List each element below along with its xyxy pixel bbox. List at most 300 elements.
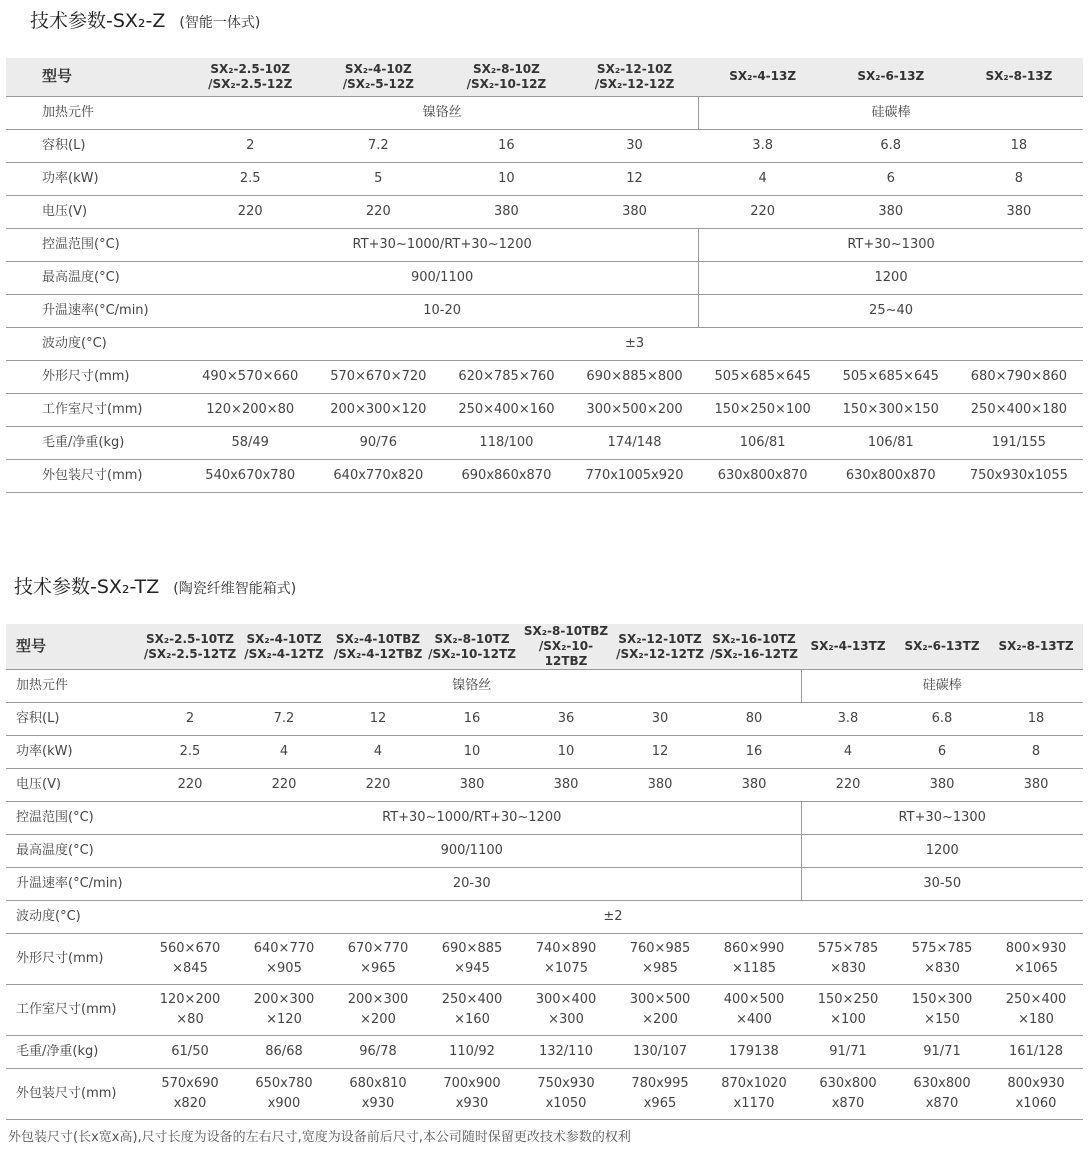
row-label: 升温速率(°C/min) xyxy=(6,868,143,901)
row-value xyxy=(895,1069,989,1120)
model-name xyxy=(442,58,570,96)
row-value: 12 xyxy=(331,703,425,736)
row-value-line-2: x1060 xyxy=(1015,1096,1057,1111)
row-value xyxy=(895,985,989,1036)
model-name-line-2: /SX₂-12-12TZ xyxy=(616,646,704,661)
table-row xyxy=(6,426,1083,459)
row-value: 630x800x870 xyxy=(699,459,827,492)
row-value xyxy=(707,985,801,1036)
model-name-line-1: SX₂-12-10TZ xyxy=(618,631,702,646)
model-name-line-1: SX₂-2.5-10TZ xyxy=(146,631,234,646)
row-value: 91/71 xyxy=(895,1036,989,1069)
row-value xyxy=(425,1069,519,1120)
row-value-line-1: 200×300 xyxy=(253,992,315,1007)
row-value xyxy=(143,985,237,1036)
row-label: 容积(L) xyxy=(6,703,143,736)
spec-table-sx2-tz xyxy=(6,624,1083,1120)
section1-title-text: 技术参数-SX₂-Z xyxy=(30,10,166,32)
row-value: 30 xyxy=(570,129,698,162)
model-name-line-2: /SX₂-16-12TZ xyxy=(710,646,798,661)
row-value xyxy=(613,1069,707,1120)
row-value: 220 xyxy=(314,195,442,228)
model-name-line-1: SX₂-4-13TZ xyxy=(810,639,886,653)
row-value-line-1: 200×300 xyxy=(347,992,409,1007)
row-value xyxy=(895,934,989,985)
table-row xyxy=(6,261,1083,294)
row-value-line-1: 570x690 xyxy=(161,1076,219,1091)
row-value xyxy=(519,1069,613,1120)
row-value-line-1: 120×200 xyxy=(159,992,221,1007)
table-row xyxy=(6,294,1083,327)
row-label: 毛重/净重(kg) xyxy=(6,426,186,459)
row-value-line-1: 700x900 xyxy=(443,1076,501,1091)
row-value-line-1: 650x780 xyxy=(255,1076,313,1091)
row-value-line-2: ×100 xyxy=(830,1012,866,1027)
row-value: 630x800x870 xyxy=(827,459,955,492)
row-value: 16 xyxy=(442,129,570,162)
table-row xyxy=(6,802,1083,835)
row-value: 106/81 xyxy=(827,426,955,459)
row-value-merged-left: 900/1100 xyxy=(143,835,801,868)
row-value-merged-right: 硅碳棒 xyxy=(801,670,1083,703)
row-value: 505×685×645 xyxy=(827,360,955,393)
model-name xyxy=(314,58,442,96)
row-value: 220 xyxy=(331,769,425,802)
model-name xyxy=(519,624,613,670)
row-value: 6.8 xyxy=(827,129,955,162)
row-value: 690x860x870 xyxy=(442,459,570,492)
row-value-line-2: ×1065 xyxy=(1014,961,1058,976)
row-value xyxy=(331,985,425,1036)
row-value: 58/49 xyxy=(186,426,314,459)
row-value-line-2: x930 xyxy=(361,1096,395,1111)
row-value-merged-right: 30-50 xyxy=(801,868,1083,901)
row-label: 波动度(°C) xyxy=(6,327,186,360)
table-row xyxy=(6,162,1083,195)
row-value: 10 xyxy=(425,736,519,769)
row-value: 640x770x820 xyxy=(314,459,442,492)
row-label: 电压(V) xyxy=(6,769,143,802)
row-value-merged-right: RT+30~1300 xyxy=(801,802,1083,835)
row-value-line-1: 630x800 xyxy=(913,1076,971,1091)
row-value-merged-left: RT+30~1000/RT+30~1200 xyxy=(143,802,801,835)
row-value: 220 xyxy=(699,195,827,228)
row-value-merged-right: 1200 xyxy=(699,261,1083,294)
model-name-line-2: /SX₂-4-12TBZ xyxy=(333,646,423,661)
row-value: 8 xyxy=(955,162,1083,195)
row-label: 功率(kW) xyxy=(6,162,186,195)
row-label: 控温范围(°C) xyxy=(6,228,186,261)
row-value-merged-right: 25~40 xyxy=(699,294,1083,327)
row-label: 工作室尺寸(mm) xyxy=(6,393,186,426)
footnote: 外包装尺寸(长x宽x高),尺寸长度为设备的左右尺寸,宽度为设备前后尺寸,本公司随时保留更改技术参数的权利 xyxy=(8,1130,631,1145)
model-name xyxy=(331,624,425,670)
row-value xyxy=(237,985,331,1036)
row-value xyxy=(519,985,613,1036)
row-label: 最高温度(°C) xyxy=(6,835,143,868)
model-name xyxy=(186,58,314,96)
model-name-line-2: /SX₂-2.5-12TZ xyxy=(143,646,237,661)
model-name-line-2: /SX₂-4-12TZ xyxy=(244,646,324,661)
row-value-line-1: 740×890 xyxy=(535,941,597,956)
model-name-line-1: SX₂-8-10TZ xyxy=(434,631,510,646)
row-value-line-2: ×1185 xyxy=(732,961,776,976)
model-name xyxy=(613,624,707,670)
row-value: 16 xyxy=(425,703,519,736)
row-value: 2.5 xyxy=(143,736,237,769)
row-value: 770x1005x920 xyxy=(570,459,698,492)
row-value xyxy=(707,1069,801,1120)
row-value: 220 xyxy=(237,769,331,802)
row-value-merged-right: 硅碳棒 xyxy=(699,96,1083,129)
row-value: 16 xyxy=(707,736,801,769)
row-value xyxy=(331,1069,425,1120)
row-value-line-2: x930 xyxy=(455,1096,489,1111)
row-value: 80 xyxy=(707,703,801,736)
row-value-line-1: 250×400 xyxy=(1005,992,1067,1007)
row-value: 106/81 xyxy=(699,426,827,459)
row-value-line-1: 560×670 xyxy=(159,941,221,956)
row-value: 132/110 xyxy=(519,1036,613,1069)
model-name-line-1: SX₂-8-10TBZ xyxy=(523,624,609,638)
row-value: 120×200×80 xyxy=(186,393,314,426)
model-name-line-1: SX₂-4-13Z xyxy=(729,69,797,84)
row-value: 130/107 xyxy=(613,1036,707,1069)
row-value-line-2: x870 xyxy=(925,1096,959,1111)
row-value: 750x930x1055 xyxy=(955,459,1083,492)
row-value xyxy=(519,934,613,985)
row-value: 2.5 xyxy=(186,162,314,195)
row-label: 加热元件 xyxy=(6,670,143,703)
model-name-line-1: SX₂-6-13Z xyxy=(857,69,925,84)
row-value: 250×400×160 xyxy=(442,393,570,426)
row-value-line-1: 800x930 xyxy=(1007,1076,1065,1091)
row-value: 6.8 xyxy=(895,703,989,736)
row-value xyxy=(613,934,707,985)
row-value: 150×250×100 xyxy=(699,393,827,426)
model-name-line-2: /SX₂-5-12Z xyxy=(342,76,414,91)
row-value-line-2: ×200 xyxy=(642,1012,678,1027)
row-value-line-2: ×945 xyxy=(454,961,490,976)
row-value-merged: ±3 xyxy=(186,327,1083,360)
row-label: 加热元件 xyxy=(6,96,186,129)
row-value-line-2: ×200 xyxy=(360,1012,396,1027)
row-value: 12 xyxy=(570,162,698,195)
section2-subtitle: (陶瓷纤维智能箱式) xyxy=(173,581,297,597)
row-value: 18 xyxy=(955,129,1083,162)
model-name xyxy=(989,624,1083,670)
table-header-row xyxy=(6,58,1083,96)
row-value-line-1: 300×500 xyxy=(629,992,691,1007)
section2-title-text: 技术参数-SX₂-TZ xyxy=(14,576,160,598)
table-row xyxy=(6,459,1083,492)
row-value: 7.2 xyxy=(314,129,442,162)
row-value: 10 xyxy=(442,162,570,195)
row-value: 12 xyxy=(613,736,707,769)
row-value: 7.2 xyxy=(237,703,331,736)
row-value xyxy=(425,985,519,1036)
row-value: 220 xyxy=(801,769,895,802)
row-value: 380 xyxy=(519,769,613,802)
row-value-line-1: 760×985 xyxy=(629,941,691,956)
row-value: 2 xyxy=(143,703,237,736)
section1-title xyxy=(30,6,260,33)
row-value xyxy=(425,934,519,985)
row-value xyxy=(331,934,425,985)
row-label: 毛重/净重(kg) xyxy=(6,1036,143,1069)
row-value-merged-left: 镍铬丝 xyxy=(143,670,801,703)
row-value: 10 xyxy=(519,736,613,769)
row-value xyxy=(801,1069,895,1120)
row-value: 30 xyxy=(613,703,707,736)
row-value-line-2: x900 xyxy=(267,1096,301,1111)
row-value-line-1: 670×770 xyxy=(347,941,409,956)
row-value-line-1: 150×250 xyxy=(817,992,879,1007)
row-label: 功率(kW) xyxy=(6,736,143,769)
row-value: 680×790×860 xyxy=(955,360,1083,393)
row-value-line-1: 870x1020 xyxy=(721,1076,787,1091)
row-value-line-2: ×905 xyxy=(266,961,302,976)
row-label: 外包装尺寸(mm) xyxy=(6,459,186,492)
row-label: 外形尺寸(mm) xyxy=(6,360,186,393)
row-label: 外形尺寸(mm) xyxy=(6,934,143,985)
row-value-line-2: ×985 xyxy=(642,961,678,976)
row-value: 110/92 xyxy=(425,1036,519,1069)
row-value-line-2: ×180 xyxy=(1018,1012,1054,1027)
row-value-line-1: 750x930 xyxy=(537,1076,595,1091)
row-label: 波动度(°C) xyxy=(6,901,143,934)
row-value: 6 xyxy=(895,736,989,769)
table-row xyxy=(6,1036,1083,1069)
row-value: 4 xyxy=(801,736,895,769)
row-value-line-1: 575×785 xyxy=(817,941,879,956)
row-value-merged-right: 1200 xyxy=(801,835,1083,868)
table-row xyxy=(6,703,1083,736)
row-value-line-2: ×965 xyxy=(360,961,396,976)
row-value: 380 xyxy=(613,769,707,802)
row-value: 4 xyxy=(331,736,425,769)
row-value-line-1: 680x810 xyxy=(349,1076,407,1091)
row-value: 505×685×645 xyxy=(699,360,827,393)
row-value: 36 xyxy=(519,703,613,736)
row-value: 90/76 xyxy=(314,426,442,459)
model-label: 型号 xyxy=(6,624,143,670)
row-value-merged-left: 20-30 xyxy=(143,868,801,901)
model-name-line-1: SX₂-8-13TZ xyxy=(998,639,1074,653)
model-name xyxy=(827,58,955,96)
row-value: 380 xyxy=(827,195,955,228)
row-value-line-1: 575×785 xyxy=(911,941,973,956)
model-name-line-2: /SX₂-10-12Z xyxy=(466,76,547,91)
table-row xyxy=(6,195,1083,228)
row-value xyxy=(801,985,895,1036)
row-value-line-1: 780x995 xyxy=(631,1076,689,1091)
row-value-line-2: x1170 xyxy=(733,1096,775,1111)
table-row xyxy=(6,868,1083,901)
row-value-merged-left: 900/1100 xyxy=(186,261,698,294)
model-name-line-2: /SX₂-2.5-12Z xyxy=(208,76,293,91)
row-label: 电压(V) xyxy=(6,195,186,228)
row-value xyxy=(801,934,895,985)
row-value: 61/50 xyxy=(143,1036,237,1069)
row-value-line-1: 150×300 xyxy=(911,992,973,1007)
row-value-line-2: x820 xyxy=(173,1096,207,1111)
row-value-line-2: ×160 xyxy=(454,1012,490,1027)
row-value xyxy=(613,985,707,1036)
model-label: 型号 xyxy=(6,58,186,96)
model-name-line-1: SX₂-2.5-10Z xyxy=(210,61,291,76)
row-value-line-1: 300×400 xyxy=(535,992,597,1007)
table-row xyxy=(6,1069,1083,1120)
model-name-line-1: SX₂-4-10Z xyxy=(344,61,412,76)
model-name xyxy=(955,58,1083,96)
model-name-line-1: SX₂-6-13TZ xyxy=(904,639,980,653)
row-value: 96/78 xyxy=(331,1036,425,1069)
section1-subtitle: (智能一体式) xyxy=(179,15,261,31)
table-row xyxy=(6,327,1083,360)
row-value-line-2: ×830 xyxy=(924,961,960,976)
row-value-merged-left: RT+30~1000/RT+30~1200 xyxy=(186,228,698,261)
table-header-row xyxy=(6,624,1083,670)
row-value: 540x670x780 xyxy=(186,459,314,492)
row-value: 380 xyxy=(955,195,1083,228)
row-value: 86/68 xyxy=(237,1036,331,1069)
row-value-line-2: x965 xyxy=(643,1096,677,1111)
row-value xyxy=(237,934,331,985)
table-row xyxy=(6,129,1083,162)
table-row xyxy=(6,736,1083,769)
table-row xyxy=(6,835,1083,868)
row-value: 18 xyxy=(989,703,1083,736)
model-name-line-2: /SX₂-10-12TZ xyxy=(428,646,516,661)
row-value-line-2: x1050 xyxy=(545,1096,587,1111)
row-value: 380 xyxy=(895,769,989,802)
row-value: 4 xyxy=(699,162,827,195)
row-value-line-1: 860×990 xyxy=(723,941,785,956)
row-value-line-2: ×845 xyxy=(172,961,208,976)
row-value: 570×670×720 xyxy=(314,360,442,393)
row-value-line-1: 400×500 xyxy=(723,992,785,1007)
row-value-line-2: ×80 xyxy=(176,1012,204,1027)
row-value: 91/71 xyxy=(801,1036,895,1069)
row-value: 5 xyxy=(314,162,442,195)
row-value: 3.8 xyxy=(699,129,827,162)
table-row xyxy=(6,96,1083,129)
row-value: 191/155 xyxy=(955,426,1083,459)
model-name-line-2: /SX₂-10-12TBZ xyxy=(538,639,594,668)
table-row xyxy=(6,393,1083,426)
spec-table-sx2-z xyxy=(6,58,1083,493)
model-name-line-1: SX₂-8-10Z xyxy=(472,61,540,76)
row-value-merged-left: 10-20 xyxy=(186,294,698,327)
row-label: 控温范围(°C) xyxy=(6,802,143,835)
row-value-line-1: 630x800 xyxy=(819,1076,877,1091)
model-name-line-1: SX₂-4-10TBZ xyxy=(335,631,421,646)
table-row xyxy=(6,934,1083,985)
row-value: 300×500×200 xyxy=(570,393,698,426)
table-row xyxy=(6,670,1083,703)
row-value: 4 xyxy=(237,736,331,769)
row-label: 工作室尺寸(mm) xyxy=(6,985,143,1036)
row-value: 174/148 xyxy=(570,426,698,459)
row-value: 179138 xyxy=(707,1036,801,1069)
model-name-line-1: SX₂-8-13Z xyxy=(985,69,1053,84)
row-value-merged-right: RT+30~1300 xyxy=(699,228,1083,261)
row-value: 380 xyxy=(425,769,519,802)
row-value-line-2: ×830 xyxy=(830,961,866,976)
row-label: 最高温度(°C) xyxy=(6,261,186,294)
model-name xyxy=(143,624,237,670)
row-value-line-2: ×150 xyxy=(924,1012,960,1027)
row-value: 161/128 xyxy=(989,1036,1083,1069)
row-value xyxy=(989,934,1083,985)
row-value: 380 xyxy=(570,195,698,228)
model-name xyxy=(237,624,331,670)
row-value: 6 xyxy=(827,162,955,195)
row-value-merged: ±2 xyxy=(143,901,1083,934)
row-label: 外包装尺寸(mm) xyxy=(6,1069,143,1120)
model-name-line-1: SX₂-12-10Z xyxy=(596,61,673,76)
row-value xyxy=(143,934,237,985)
row-value: 690×885×800 xyxy=(570,360,698,393)
row-value: 200×300×120 xyxy=(314,393,442,426)
row-label: 容积(L) xyxy=(6,129,186,162)
row-value-line-1: 690×885 xyxy=(441,941,503,956)
row-value: 250×400×180 xyxy=(955,393,1083,426)
table-row xyxy=(6,360,1083,393)
model-name xyxy=(707,624,801,670)
row-value: 118/100 xyxy=(442,426,570,459)
row-value-line-2: ×400 xyxy=(736,1012,772,1027)
row-value: 490×570×660 xyxy=(186,360,314,393)
row-value: 380 xyxy=(989,769,1083,802)
row-value-line-2: ×300 xyxy=(548,1012,584,1027)
row-value: 220 xyxy=(143,769,237,802)
row-value-line-1: 640×770 xyxy=(253,941,315,956)
model-name xyxy=(570,58,698,96)
row-value: 150×300×150 xyxy=(827,393,955,426)
row-value-line-1: 250×400 xyxy=(441,992,503,1007)
row-label: 升温速率(°C/min) xyxy=(6,294,186,327)
row-value xyxy=(989,985,1083,1036)
model-name xyxy=(699,58,827,96)
table-row xyxy=(6,228,1083,261)
model-name-line-1: SX₂-16-10TZ xyxy=(712,631,796,646)
row-value xyxy=(989,1069,1083,1120)
row-value: 2 xyxy=(186,129,314,162)
row-value xyxy=(707,934,801,985)
row-value-line-2: ×120 xyxy=(266,1012,302,1027)
model-name-line-2: /SX₂-12-12Z xyxy=(594,76,675,91)
row-value-merged-left: 镍铬丝 xyxy=(186,96,698,129)
row-value-line-2: x870 xyxy=(831,1096,865,1111)
row-value: 620×785×760 xyxy=(442,360,570,393)
table-row xyxy=(6,901,1083,934)
row-value-line-1: 800×930 xyxy=(1005,941,1067,956)
row-value: 8 xyxy=(989,736,1083,769)
model-name xyxy=(895,624,989,670)
row-value: 380 xyxy=(442,195,570,228)
model-name-line-1: SX₂-4-10TZ xyxy=(246,631,322,646)
row-value xyxy=(143,1069,237,1120)
model-name xyxy=(425,624,519,670)
row-value: 3.8 xyxy=(801,703,895,736)
table-row xyxy=(6,769,1083,802)
section2-title xyxy=(14,572,296,599)
table-row xyxy=(6,985,1083,1036)
model-name xyxy=(801,624,895,670)
row-value-line-2: ×1075 xyxy=(544,961,588,976)
